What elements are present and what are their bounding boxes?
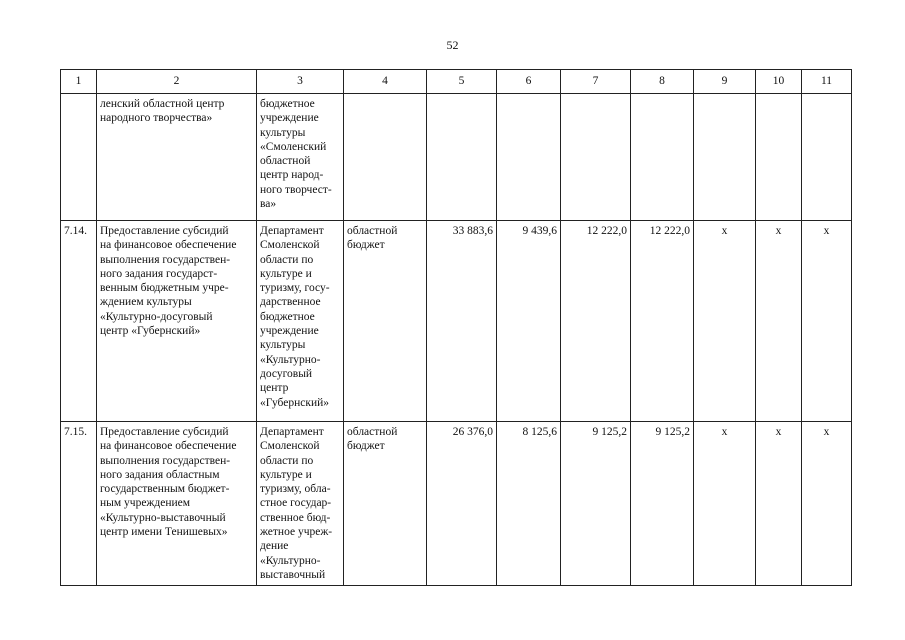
value-col8: 9 125,2 [631,422,694,586]
value-col7: 12 222,0 [561,221,631,422]
value-col11: х [802,221,852,422]
value-col11 [802,94,852,221]
value-col11: х [802,422,852,586]
column-header: 1 [61,70,97,94]
measure-name: ленский областной центр народного творчества» [97,94,257,221]
row-number [61,94,97,221]
column-header: 5 [427,70,497,94]
column-header: 11 [802,70,852,94]
value-total [427,94,497,221]
table-header-row [61,70,852,94]
funding-source: областной бюджет [344,422,427,586]
value-col9 [694,94,756,221]
value-col8 [631,94,694,221]
column-header: 7 [561,70,631,94]
value-total: 33 883,6 [427,221,497,422]
page-number: 52 [446,38,459,52]
executor: Департамент Смоленской области по культуре и туризму, госу- дарственное бюджетное учреждение культуры «Культурно- досуговый центр «Губернский» [257,221,344,422]
value-col6: 9 439,6 [497,221,561,422]
row-number: 7.15. [61,422,97,586]
row-number: 7.14. [61,221,97,422]
funding-source [344,94,427,221]
value-col10: х [756,221,802,422]
value-col8: 12 222,0 [631,221,694,422]
table-row [61,94,852,221]
value-col10: х [756,422,802,586]
value-col10 [756,94,802,221]
column-header: 4 [344,70,427,94]
column-header: 10 [756,70,802,94]
executor: бюджетное учреждение культуры «Смоленский областной центр народ- ного творчест- ва» [257,94,344,221]
column-header: 8 [631,70,694,94]
column-header: 9 [694,70,756,94]
table-row [61,422,852,586]
column-header: 2 [97,70,257,94]
column-header: 3 [257,70,344,94]
measure-name: Предоставление субсидий на финансовое обеспечение выполнения государствен- ного задания государст- венным бюджетным учре- ждением культуры «Культурно-досуговый центр «Губернский» [97,221,257,422]
value-col7 [561,94,631,221]
value-col7: 9 125,2 [561,422,631,586]
value-col6: 8 125,6 [497,422,561,586]
value-total: 26 376,0 [427,422,497,586]
value-col9: х [694,422,756,586]
executor: Департамент Смоленской области по культуре и туризму, обла- стное государ- ственное бюд- жетное учреж- дение «Культурно- выставочный [257,422,344,586]
column-header: 6 [497,70,561,94]
value-col6 [497,94,561,221]
measure-name: Предоставление субсидий на финансовое обеспечение выполнения государствен- ного задания областным государственным бюджет- ным учреждением «Культурно-выставочный центр имени Тенишевых» [97,422,257,586]
budget-table [60,69,852,586]
table-row [61,221,852,422]
funding-source: областной бюджет [344,221,427,422]
value-col9: х [694,221,756,422]
